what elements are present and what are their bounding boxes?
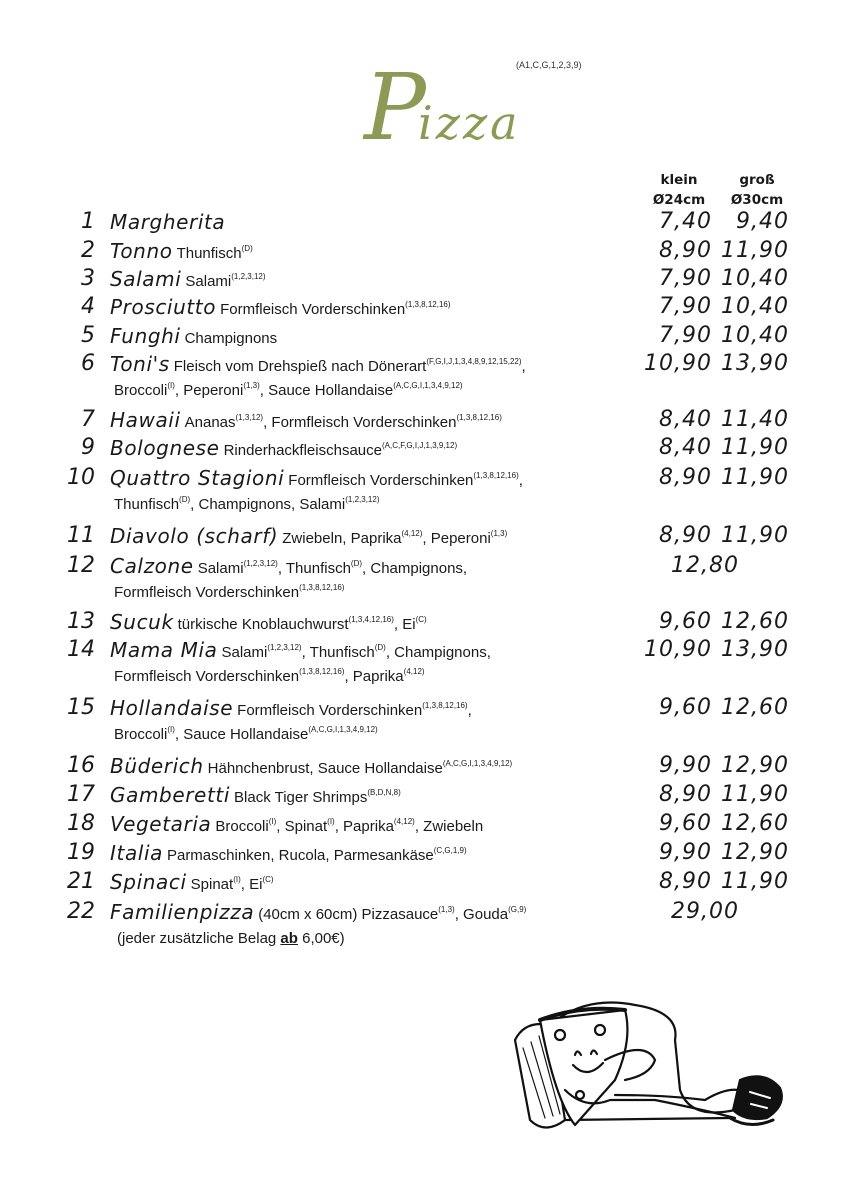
price-large: 11,40	[721, 407, 789, 432]
ingredient-text: , Spinat	[276, 818, 328, 835]
ingredient-text: Black Tiger Shrimps	[234, 789, 368, 806]
price-small: 10,90	[644, 637, 712, 662]
allergen-codes: (1,3,4,12,16)	[348, 615, 394, 624]
allergen-codes: (1,3,8,12,16)	[299, 667, 345, 676]
ingredient-text: Thunfisch	[114, 496, 180, 513]
ingredient-text: , Ei	[240, 876, 263, 893]
allergen-codes: (I)	[327, 817, 335, 826]
price-large: 10,40	[721, 294, 789, 319]
menu-item-description	[110, 781, 630, 812]
ingredient-text: , Sauce Hollandaise	[259, 382, 394, 399]
menu-item-name: Salami	[110, 267, 182, 291]
column-header-small	[640, 170, 718, 210]
menu-item-number: 9	[81, 435, 95, 460]
extra-topping-note	[117, 930, 345, 947]
column-header-small-label: klein	[660, 172, 698, 188]
price-small: 9,90	[659, 753, 712, 778]
menu-item-number: 6	[81, 351, 95, 376]
menu-item-description	[110, 293, 630, 324]
menu-item-description	[110, 208, 630, 239]
extra-note-before: (jeder zusätzliche Belag	[117, 930, 281, 947]
ingredient-text: Thunfisch	[176, 245, 242, 262]
ingredient-text: , Champignons,	[362, 560, 468, 577]
price-small: 8,90	[659, 782, 712, 807]
menu-item-description	[110, 694, 630, 725]
menu-item-name: Prosciutto	[110, 295, 217, 319]
menu-item-description	[110, 522, 630, 553]
ingredient-text: Formfleisch Vorderschinken	[288, 472, 474, 489]
ingredient-text: , Sauce Hollandaise	[174, 726, 309, 743]
allergen-codes: (1,3)	[243, 381, 260, 390]
ingredient-text: Champignons	[184, 330, 278, 347]
allergen-codes: (A,C,G,I,1,3,4,9,12)	[442, 759, 513, 768]
allergen-codes: (1,2,3,12)	[243, 559, 278, 568]
ingredient-text: Broccoli	[114, 382, 168, 399]
allergen-codes: (D)	[350, 559, 363, 568]
allergen-codes: (1,3,8,12,16)	[299, 583, 345, 592]
menu-item-description	[110, 464, 630, 495]
ingredient-text: Broccoli	[114, 726, 168, 743]
menu-item-description	[110, 265, 630, 296]
allergen-codes: (4,12)	[393, 817, 415, 826]
menu-item-description-continued	[114, 492, 634, 518]
allergen-codes: (4,12)	[403, 667, 425, 676]
ingredient-text: Formfleisch Vorderschinken	[220, 301, 406, 318]
price-small: 8,90	[659, 523, 712, 548]
menu-item-description	[110, 608, 630, 639]
menu-item-description-continued	[114, 378, 634, 404]
menu-item-name: Mama Mia	[110, 638, 218, 662]
menu-item-name: Büderich	[110, 754, 204, 778]
ingredient-text: , Formfleisch Vorderschinken	[263, 414, 457, 431]
menu-item-name: Quattro Stagioni	[110, 466, 285, 490]
menu-item-name: Hollandaise	[110, 696, 234, 720]
menu-item-name: Margherita	[110, 210, 226, 234]
menu-item-number: 10	[67, 465, 95, 490]
allergen-codes: (I)	[167, 725, 175, 734]
price-small: 8,90	[659, 465, 712, 490]
menu-item-description	[110, 434, 630, 465]
menu-item-description	[110, 839, 630, 870]
menu-item-description-continued	[114, 664, 634, 690]
menu-item-name: Vegetaria	[110, 812, 212, 836]
allergen-codes: (1,3,12)	[235, 413, 264, 422]
menu-item-description	[110, 552, 630, 583]
ingredient-text: Formfleisch Vorderschinken	[237, 702, 423, 719]
column-header-small-size: Ø24cm	[652, 192, 706, 208]
price-large: 11,90	[721, 523, 789, 548]
menu-item-number: 3	[81, 266, 95, 291]
allergen-codes: (C)	[415, 615, 427, 624]
allergen-codes: (1,3)	[438, 905, 455, 914]
column-header-large-label: groß	[739, 172, 775, 188]
menu-item-description	[110, 810, 630, 841]
allergen-codes: (4,12)	[401, 529, 423, 538]
allergen-codes: (C)	[262, 875, 274, 884]
page-title	[360, 54, 521, 168]
ingredient-text: , Champignons,	[385, 644, 491, 661]
price-large: 12,90	[721, 840, 789, 865]
allergen-codes: (B,D,N,8)	[367, 788, 401, 797]
menu-item-number: 15	[67, 695, 95, 720]
extra-note-bold: ab	[280, 930, 298, 947]
allergen-codes: (F,G,I,J,1,3,4,8,9,12,15,22)	[426, 357, 522, 366]
price-large: 10,40	[721, 266, 789, 291]
ingredient-text: türkische Knoblauchwurst	[177, 616, 349, 633]
price-small: 8,90	[659, 238, 712, 263]
price-small: 7,90	[659, 323, 712, 348]
menu-item-number: 11	[67, 523, 95, 548]
ingredient-text: , Thunfisch	[277, 560, 351, 577]
allergen-codes: (1,2,3,12)	[267, 643, 302, 652]
price-small: 9,60	[659, 609, 712, 634]
menu-item-number: 19	[67, 840, 95, 865]
price-small: 8,40	[659, 407, 712, 432]
menu-item-description	[110, 350, 630, 381]
price-small: 7,90	[659, 294, 712, 319]
ingredient-text: Formfleisch Vorderschinken	[114, 584, 300, 601]
allergen-codes: (I)	[233, 875, 241, 884]
price-single: 12,80	[671, 553, 739, 578]
allergen-codes: (1,2,3,12)	[345, 495, 380, 504]
price-large: 12,60	[721, 609, 789, 634]
column-header-large	[715, 170, 799, 210]
price-large: 11,90	[721, 435, 789, 460]
ingredient-text: Hähnchenbrust, Sauce Hollandaise	[207, 760, 443, 777]
menu-item-number: 12	[67, 553, 95, 578]
menu-item-description	[110, 868, 630, 899]
ingredient-text: ,	[518, 472, 523, 489]
menu-item-number: 14	[67, 637, 95, 662]
menu-item-description	[110, 752, 630, 783]
ingredient-text: (40cm x 60cm) Pizzasauce	[258, 906, 439, 923]
ingredient-text: , Paprika	[344, 668, 404, 685]
extra-note-after: 6,00€)	[297, 930, 345, 947]
allergen-codes: (D)	[241, 244, 253, 253]
menu-item-description	[110, 406, 630, 437]
menu-item-description	[110, 898, 630, 929]
price-large: 10,40	[721, 323, 789, 348]
menu-item-name: Calzone	[110, 554, 194, 578]
menu-item-number: 22	[67, 899, 95, 924]
ingredient-text: Broccoli	[215, 818, 269, 835]
allergen-codes: (D)	[179, 495, 191, 504]
pizza-mascot-icon	[505, 1000, 795, 1150]
ingredient-text: Fleisch vom Drehspieß nach Dönerart	[173, 358, 427, 375]
ingredient-text: , Thunfisch	[301, 644, 375, 661]
allergen-codes: (A,C,G,I,1,3,4,9,12)	[393, 381, 463, 390]
allergen-codes: (G,9)	[508, 905, 527, 914]
price-small: 7,90	[659, 266, 712, 291]
price-small: 9,90	[659, 840, 712, 865]
price-small: 8,40	[659, 435, 712, 460]
menu-item-name: Bolognese	[110, 436, 220, 460]
ingredient-text: Salami	[185, 273, 232, 290]
ingredient-text: , Peperoni	[174, 382, 244, 399]
menu-item-number: 17	[67, 782, 95, 807]
menu-item-number: 2	[81, 238, 95, 263]
menu-item-name: Familienpizza	[110, 900, 255, 924]
ingredient-text: Parmaschinken, Rucola, Parmesankäse	[166, 847, 434, 864]
column-header-large-size: Ø30cm	[730, 192, 784, 208]
menu-item-number: 7	[81, 407, 95, 432]
ingredient-text: Ananas	[184, 414, 236, 431]
ingredient-text: , Paprika	[334, 818, 394, 835]
menu-item-name: Sucuk	[110, 610, 174, 634]
allergen-codes: (I)	[167, 381, 175, 390]
ingredient-text: Spinat	[190, 876, 234, 893]
price-single: 29,00	[671, 899, 739, 924]
ingredient-text: , Zwiebeln	[414, 818, 484, 835]
menu-item-number: 21	[67, 869, 95, 894]
allergen-codes: (A,C,F,G,I,J,1,3,9,12)	[381, 441, 458, 450]
allergen-codes: (D)	[374, 643, 386, 652]
menu-item-number: 18	[67, 811, 95, 836]
menu-item-number: 1	[81, 209, 95, 234]
price-large: 13,90	[721, 351, 789, 376]
price-small: 9,60	[659, 811, 712, 836]
menu-item-name: Tonno	[110, 239, 173, 263]
price-large: 12,90	[721, 753, 789, 778]
allergen-codes: (1,3,8,12,16)	[456, 413, 502, 422]
ingredient-text: Formfleisch Vorderschinken	[114, 668, 300, 685]
page-title-rest: izza	[418, 96, 521, 150]
price-large: 11,90	[721, 869, 789, 894]
price-small: 9,60	[659, 695, 712, 720]
menu-item-name: Funghi	[110, 324, 181, 348]
ingredient-text: Zwiebeln, Paprika	[282, 530, 402, 547]
ingredient-text: ,	[521, 358, 526, 375]
ingredient-text: Salami	[197, 560, 244, 577]
page-title-initial: P	[364, 54, 426, 161]
allergen-codes: (I)	[268, 817, 277, 826]
menu-item-number: 5	[81, 323, 95, 348]
allergen-codes: (1,3)	[490, 529, 508, 538]
ingredient-text: Rinderhackfleischsauce	[223, 442, 382, 459]
price-large: 9,40	[736, 209, 789, 234]
allergen-codes: (C,G,1,9)	[433, 846, 467, 855]
allergen-codes: (1,3,8,12,16)	[473, 471, 519, 480]
ingredient-text: ,	[467, 702, 472, 719]
ingredient-text: , Champignons, Salami	[190, 496, 346, 513]
menu-item-number: 16	[67, 753, 95, 778]
menu-item-name: Diavolo (scharf)	[110, 524, 279, 548]
menu-item-name: Italia	[110, 841, 163, 865]
menu-item-number: 13	[67, 609, 95, 634]
title-allergens: (A1,C,G,1,2,3,9)	[516, 60, 582, 70]
price-large: 13,90	[721, 637, 789, 662]
menu-item-description	[110, 636, 630, 667]
ingredient-text: , Ei	[393, 616, 416, 633]
menu-item-description	[110, 322, 630, 353]
menu-item-description-continued	[114, 722, 634, 748]
ingredient-text: , Gouda	[454, 906, 509, 923]
price-large: 11,90	[721, 238, 789, 263]
menu-item-name: Toni's	[110, 352, 170, 376]
allergen-codes: (1,2,3,12)	[231, 272, 266, 281]
menu-item-name: Hawaii	[110, 408, 181, 432]
ingredient-text: , Peperoni	[422, 530, 491, 547]
price-small: 8,90	[659, 869, 712, 894]
menu-item-description	[110, 237, 630, 268]
price-large: 11,90	[721, 782, 789, 807]
ingredient-text: Salami	[221, 644, 268, 661]
price-large: 11,90	[721, 465, 789, 490]
menu-item-name: Gamberetti	[110, 783, 231, 807]
price-large: 12,60	[721, 695, 789, 720]
menu-item-name: Spinaci	[110, 870, 187, 894]
price-small: 7,40	[659, 209, 712, 234]
price-small: 10,90	[644, 351, 712, 376]
price-large: 12,60	[721, 811, 789, 836]
allergen-codes: (1,3,8,12,16)	[422, 701, 468, 710]
menu-item-number: 4	[81, 294, 95, 319]
allergen-codes: (1,3,8,12,16)	[405, 300, 451, 309]
menu-item-description-continued	[114, 580, 634, 606]
allergen-codes: (A,C,G,I,1,3,4,9,12)	[308, 725, 378, 734]
